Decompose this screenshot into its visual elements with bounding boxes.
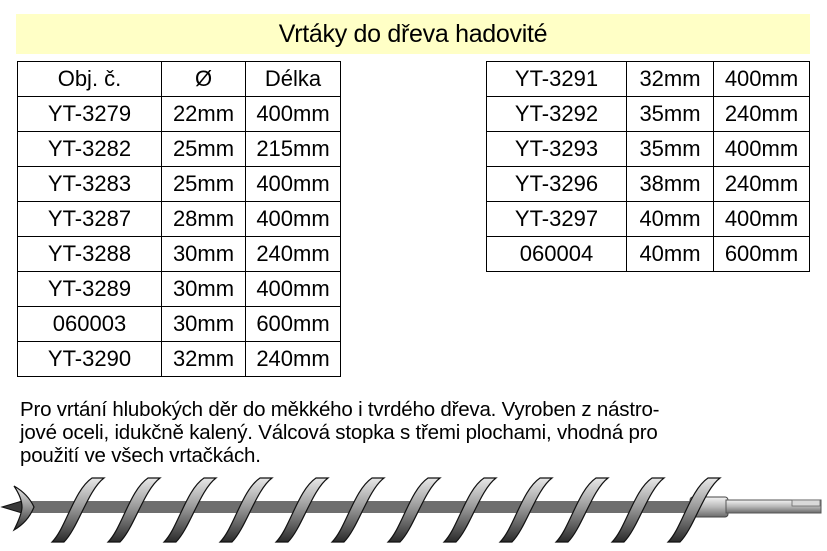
cell-order-number: YT-3296 bbox=[487, 167, 627, 202]
cell-order-number: YT-3282 bbox=[18, 132, 162, 167]
cell-order-number: YT-3297 bbox=[487, 202, 627, 237]
description-line: Pro vrtání hlubokých děr do měkkého i tvrdého dřeva. Vyroben z nástro- bbox=[20, 398, 660, 421]
cell-order-number: YT-3279 bbox=[18, 97, 162, 132]
cell-diameter: 32mm bbox=[162, 342, 246, 377]
cell-diameter: 35mm bbox=[627, 97, 714, 132]
cell-length: 400mm bbox=[714, 132, 810, 167]
cell-diameter: 40mm bbox=[627, 237, 714, 272]
cell-diameter: 22mm bbox=[162, 97, 246, 132]
cell-order-number: YT-3292 bbox=[487, 97, 627, 132]
column-header: Obj. č. bbox=[18, 62, 162, 97]
table-row bbox=[487, 237, 810, 272]
cell-order-number: YT-3283 bbox=[18, 167, 162, 202]
cell-length: 400mm bbox=[246, 272, 341, 307]
table-row bbox=[487, 202, 810, 237]
column-header: Délka bbox=[246, 62, 341, 97]
table-row bbox=[18, 97, 341, 132]
cell-order-number: 060003 bbox=[18, 307, 162, 342]
cell-length: 600mm bbox=[246, 307, 341, 342]
table-header-row bbox=[18, 62, 341, 97]
cell-diameter: 25mm bbox=[162, 132, 246, 167]
cell-length: 240mm bbox=[246, 342, 341, 377]
cell-diameter: 35mm bbox=[627, 132, 714, 167]
table-row bbox=[18, 307, 341, 342]
cell-diameter: 30mm bbox=[162, 307, 246, 342]
cell-order-number: YT-3290 bbox=[18, 342, 162, 377]
table-row bbox=[18, 132, 341, 167]
description-line: jové oceli, idukčně kalený. Válcová stopka s třemi plochami, vhodná pro bbox=[20, 421, 658, 444]
table-row bbox=[487, 132, 810, 167]
cell-diameter: 40mm bbox=[627, 202, 714, 237]
cell-diameter: 28mm bbox=[162, 202, 246, 237]
cell-length: 400mm bbox=[246, 202, 341, 237]
cell-order-number: 060004 bbox=[487, 237, 627, 272]
auger-drill-bit-icon bbox=[0, 470, 827, 551]
cell-order-number: YT-3291 bbox=[487, 62, 627, 97]
table-row bbox=[18, 167, 341, 202]
cell-length: 240mm bbox=[714, 167, 810, 202]
table-row bbox=[18, 237, 341, 272]
cell-order-number: YT-3287 bbox=[18, 202, 162, 237]
cell-length: 600mm bbox=[714, 237, 810, 272]
cell-length: 400mm bbox=[246, 167, 341, 202]
cell-order-number: YT-3289 bbox=[18, 272, 162, 307]
cell-diameter: 25mm bbox=[162, 167, 246, 202]
cell-length: 240mm bbox=[246, 237, 341, 272]
table-row bbox=[18, 202, 341, 237]
cell-diameter: 32mm bbox=[627, 62, 714, 97]
table-row bbox=[487, 97, 810, 132]
cell-length: 240mm bbox=[714, 97, 810, 132]
title-banner bbox=[16, 14, 810, 54]
cell-diameter: 30mm bbox=[162, 237, 246, 272]
product-description bbox=[20, 398, 810, 467]
spec-table-left bbox=[17, 61, 341, 377]
table-row bbox=[18, 342, 341, 377]
description-line: použití ve všech vrtačkách. bbox=[20, 444, 261, 467]
cell-diameter: 30mm bbox=[162, 272, 246, 307]
table-row bbox=[18, 272, 341, 307]
column-header: Ø bbox=[162, 62, 246, 97]
table-row bbox=[487, 62, 810, 97]
cell-length: 400mm bbox=[714, 202, 810, 237]
spec-table-right bbox=[486, 61, 810, 272]
cell-length: 400mm bbox=[714, 62, 810, 97]
table-row bbox=[487, 167, 810, 202]
cell-order-number: YT-3293 bbox=[487, 132, 627, 167]
page-title: Vrtáky do dřeva hadovité bbox=[278, 19, 548, 48]
cell-length: 400mm bbox=[246, 97, 341, 132]
cell-length: 215mm bbox=[246, 132, 341, 167]
cell-order-number: YT-3288 bbox=[18, 237, 162, 272]
cell-diameter: 38mm bbox=[627, 167, 714, 202]
